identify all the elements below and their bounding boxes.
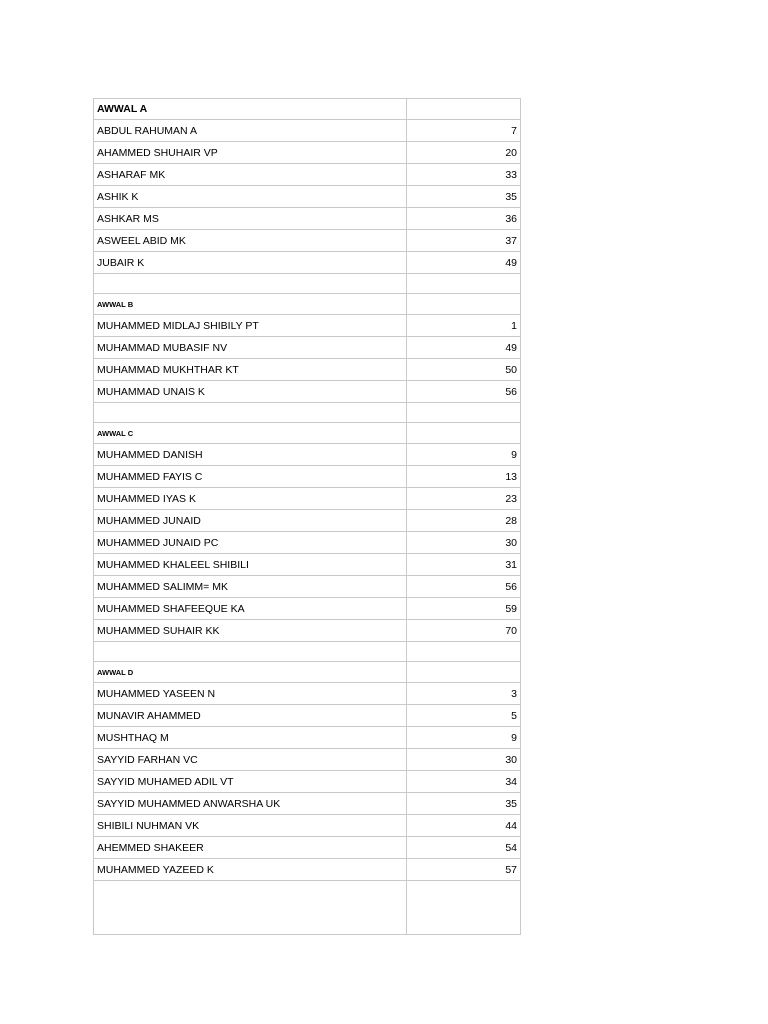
student-name: JUBAIR K: [94, 252, 407, 274]
table-row: [94, 749, 521, 771]
empty-cell: [407, 274, 521, 294]
table-row: [94, 727, 521, 749]
student-name: MUHAMMED SHAFEEQUE KA: [94, 598, 407, 620]
group-title: AWWAL C: [94, 423, 407, 444]
table-row: [94, 620, 521, 642]
empty-cell: [94, 881, 407, 935]
student-number: 9: [407, 727, 521, 749]
empty-cell: [407, 662, 521, 683]
empty-cell: [407, 423, 521, 444]
student-name: MUHAMMED JUNAID PC: [94, 532, 407, 554]
empty-trailing-row: [94, 881, 521, 935]
student-number: 59: [407, 598, 521, 620]
student-number: 3: [407, 683, 521, 705]
roster-table: [93, 98, 521, 935]
student-number: 54: [407, 837, 521, 859]
student-name: MUHAMMAD UNAIS K: [94, 381, 407, 403]
table-row: [94, 598, 521, 620]
empty-cell: [94, 274, 407, 294]
student-number: 57: [407, 859, 521, 881]
table-row: [94, 488, 521, 510]
group-header-row: [94, 294, 521, 315]
group-title: AWWAL D: [94, 662, 407, 683]
table-row: [94, 466, 521, 488]
empty-cell: [407, 642, 521, 662]
student-number: 28: [407, 510, 521, 532]
student-name: SAYYID MUHAMMED ANWARSHA UK: [94, 793, 407, 815]
table-row: [94, 683, 521, 705]
student-name: MUNAVIR AHAMMED: [94, 705, 407, 727]
student-number: 49: [407, 252, 521, 274]
group-header-row: [94, 423, 521, 444]
student-name: MUHAMMED MIDLAJ SHIBILY PT: [94, 315, 407, 337]
student-number: 34: [407, 771, 521, 793]
student-name: MUHAMMED YAZEED K: [94, 859, 407, 881]
student-name: ABDUL RAHUMAN A: [94, 120, 407, 142]
student-number: 50: [407, 359, 521, 381]
student-number: 35: [407, 186, 521, 208]
student-name: MUHAMMED SUHAIR KK: [94, 620, 407, 642]
student-name: ASHARAF MK: [94, 164, 407, 186]
empty-cell: [94, 642, 407, 662]
table-row: [94, 815, 521, 837]
student-name: MUHAMMED SALIMM= MK: [94, 576, 407, 598]
table-row: [94, 576, 521, 598]
student-name: SHIBILI NUHMAN VK: [94, 815, 407, 837]
student-name: ASWEEL ABID MK: [94, 230, 407, 252]
student-name: MUHAMMAD MUBASIF NV: [94, 337, 407, 359]
empty-cell: [407, 294, 521, 315]
student-number: 36: [407, 208, 521, 230]
table-row: [94, 252, 521, 274]
student-number: 35: [407, 793, 521, 815]
table-row: [94, 381, 521, 403]
table-row: [94, 771, 521, 793]
table-row: [94, 164, 521, 186]
table-row: [94, 837, 521, 859]
empty-cell: [407, 881, 521, 935]
student-number: 49: [407, 337, 521, 359]
table-row: [94, 142, 521, 164]
group-header-row: [94, 662, 521, 683]
table-row: [94, 186, 521, 208]
table-row: [94, 554, 521, 576]
student-number: 23: [407, 488, 521, 510]
student-name: MUHAMMED IYAS K: [94, 488, 407, 510]
student-name: SAYYID MUHAMED ADIL VT: [94, 771, 407, 793]
table-row: [94, 532, 521, 554]
student-number: 5: [407, 705, 521, 727]
empty-cell: [407, 99, 521, 120]
group-title: AWWAL A: [94, 99, 407, 120]
table-row: [94, 359, 521, 381]
student-number: 30: [407, 749, 521, 771]
student-name: MUHAMMED KHALEEL SHIBILI: [94, 554, 407, 576]
table-row: [94, 793, 521, 815]
student-number: 1: [407, 315, 521, 337]
table-row: [94, 208, 521, 230]
student-name: MUHAMMAD MUKHTHAR KT: [94, 359, 407, 381]
student-number: 56: [407, 381, 521, 403]
table-row: [94, 444, 521, 466]
student-number: 33: [407, 164, 521, 186]
student-number: 31: [407, 554, 521, 576]
student-number: 70: [407, 620, 521, 642]
student-number: 20: [407, 142, 521, 164]
empty-cell: [94, 403, 407, 423]
student-number: 44: [407, 815, 521, 837]
empty-cell: [407, 403, 521, 423]
student-number: 37: [407, 230, 521, 252]
table-row: [94, 120, 521, 142]
student-name: MUHAMMED YASEEN N: [94, 683, 407, 705]
table-row: [94, 510, 521, 532]
student-number: 30: [407, 532, 521, 554]
student-number: 56: [407, 576, 521, 598]
student-name: AHAMMED SHUHAIR VP: [94, 142, 407, 164]
group-title: AWWAL B: [94, 294, 407, 315]
student-name: SAYYID FARHAN VC: [94, 749, 407, 771]
student-name: ASHKAR MS: [94, 208, 407, 230]
table-row: [94, 337, 521, 359]
spacer-row: [94, 642, 521, 662]
roster-table-body: [94, 99, 521, 935]
student-name: MUSHTHAQ M: [94, 727, 407, 749]
table-row: [94, 859, 521, 881]
table-row: [94, 705, 521, 727]
spacer-row: [94, 274, 521, 294]
student-name: MUHAMMED JUNAID: [94, 510, 407, 532]
student-name: ASHIK K: [94, 186, 407, 208]
student-number: 9: [407, 444, 521, 466]
student-name: AHEMMED SHAKEER: [94, 837, 407, 859]
student-name: MUHAMMED FAYIS C: [94, 466, 407, 488]
spacer-row: [94, 403, 521, 423]
student-number: 7: [407, 120, 521, 142]
table-row: [94, 315, 521, 337]
group-header-row: [94, 99, 521, 120]
table-row: [94, 230, 521, 252]
student-number: 13: [407, 466, 521, 488]
student-name: MUHAMMED DANISH: [94, 444, 407, 466]
